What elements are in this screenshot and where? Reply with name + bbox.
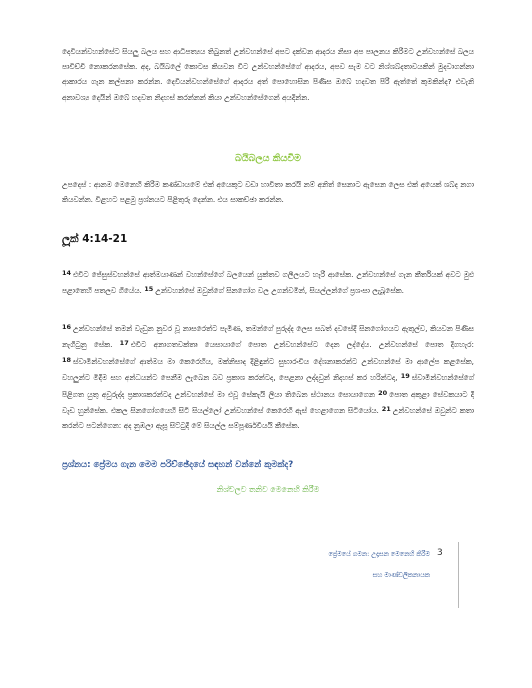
verse-number: 15	[144, 285, 154, 294]
footer-divider	[458, 542, 459, 608]
verse-text: උන්වහන්සේ ඔවුන්ට කතා කරන්ට පටන්ගෙන: අද නුඹලා ඇසූ සිට්ටුදී මේ සියල්ල සම්පූර්ණවීයයි කීසේක.	[62, 406, 475, 431]
verse-number: 18	[62, 355, 72, 364]
verse-number: 20	[378, 388, 388, 397]
verse-text: උන්වහන්සේ තමන් වැඩුන නුවර වූ නාසරෙත්ට පැමිණ, තමන්ගේ පුරුද්ද ලෙස සබත් දවසේදී සිනගෝගයට ඇතුල්ව, කියවන පිණිස නැගිටුනු සේක.	[62, 324, 474, 350]
instruction-paragraph: උපදෙස් : ආනම මෙනෙහි කිරීම කණ්ඩායමේ එක් අයෙකුට වඩා හාවිතා කරයි නම් අනිත් සෙනාට ඇසෙන ලෙස එක් අයෙක් ශබ්ද නගා කියවන්න. විළහට පළමු ප්‍රශ්නයට පිළිතුරු දෙන්න. එය සාකච්ඡා කරන්න.	[62, 180, 474, 205]
verse-number: 21	[381, 405, 391, 414]
reflection-heading: නිශ්චලව තනිව මෙනෙහි කිරීම	[216, 485, 320, 494]
verse-text: පොත අකුළා සේවකයාට දී වැඩ හුන්සේක. එකල සිනගෝගයෙහි සිටි සියල්ලෝ උන්වහන්සේ කෙරෙහි ඇස් හෙළාගෙන සිටියෝය.	[62, 389, 474, 416]
footer-title-line-2: සහ මාණ්ඩලිකනායක	[372, 571, 430, 579]
verse-text: එවිට ජේසුස්වහන්සේ ආත්මයාණන් වහන්සේගේ බලයෙන් යුක්තව ගලීලයට හැරී ආසේක. උන්වහන්සේ ගැන කීර්තියක් අවට මුළු පළාතෙහි පතලව ගියේය.	[62, 270, 474, 296]
verse-number: 16	[62, 323, 72, 331]
footer-title-line-1: ප්‍රේමයේ ගමන: උදෑසන මෙනෙහි කිරීම	[328, 550, 430, 558]
verses-block-2	[62, 320, 474, 434]
verse-text: උන්වහන්සේ ඔවුන්ගේ සිනගෝග වල උගන්වමින්, සියල්ලන්ගේ ප්‍රශංසා ලැබූසේක.	[155, 286, 404, 296]
verses-block-1	[62, 266, 474, 299]
discussion-question: ප්‍රශ්නය: ප්‍රේමය ගැන මෙම පරිච්ඡේදයේ සඳහන් වන්නේ කුමක්ද?	[62, 460, 294, 470]
intro-paragraph: දෙවියන්වහන්සේට සියලු බලය සහ ආධිපත්‍යය තිබුනත් උන්වහන්සේ අපට දක්වන ආදරය නිසා අප පාලනය කිරීමට උන්වහන්සේ බලය පාවිච්චි නොකරනසේක. අද, බයිබලේ කොටස කියවන විට උන්වහන්සේගේ ආදරය, අපව සැම වට නිශ්ශබ්දතාවයකින් මුදවාගන්නා ආකාරය ගැන කල්පනා කරන්න. දෙවියන්වහන්සේගේ ආදරය අත් පොහොසින පිණිස ඔබේ හදවත පිරී ඇත්තේ කුමකින්ද? එවැනි අනාවශ්‍ය දෙයින් ඔබේ හදවත නිදහස් කරන්නන් කියා උන්වහන්සේගෙන් අයදින්න.	[62, 47, 474, 102]
section-heading-bible-reading: බයිබලය කියවීම	[234, 153, 301, 164]
scripture-reference: ලූක් 4:14-21	[62, 233, 128, 245]
page-number: 3	[437, 548, 443, 558]
verse-number: 19	[400, 372, 410, 381]
verse-number: 14	[62, 269, 72, 277]
verse-text: එවිට අනාගතවක්තෘ යෙසායාගේ පොත උන්වහන්සේට දෙන ලද්දේය. උන්වහන්සේ පොත දිගහැර:	[130, 340, 474, 350]
verse-text: ස්වාමීන්වහන්සේගේ ආත්මය මා කෙරෙහිය, මක්නිසාද දිළිඳුන්ට සුභාරංචිය දේශනාකරන්ට උන්වහන්සේ මා ආලේප කළසේක, වහලුන්ට මිදීම සහ අන්ධයන්ට පෙනීම ලැබෙන බව ප්‍රකාශ කරන්ටද, පෙළනා ලද්දවුන් නිදහස් කර හරින්ටද,	[62, 356, 474, 383]
verse-number: 17	[119, 339, 129, 348]
verse-text: ස්වාමීන්වහන්සේගේ පිළිගත යුතු අවුරුද්ද ප්‍රකාශකරන්ටද උන්වහන්සේ මා එවූ සේකැයි ලියා තිබෙන ස්ථානය සොයාගෙන	[62, 373, 474, 399]
